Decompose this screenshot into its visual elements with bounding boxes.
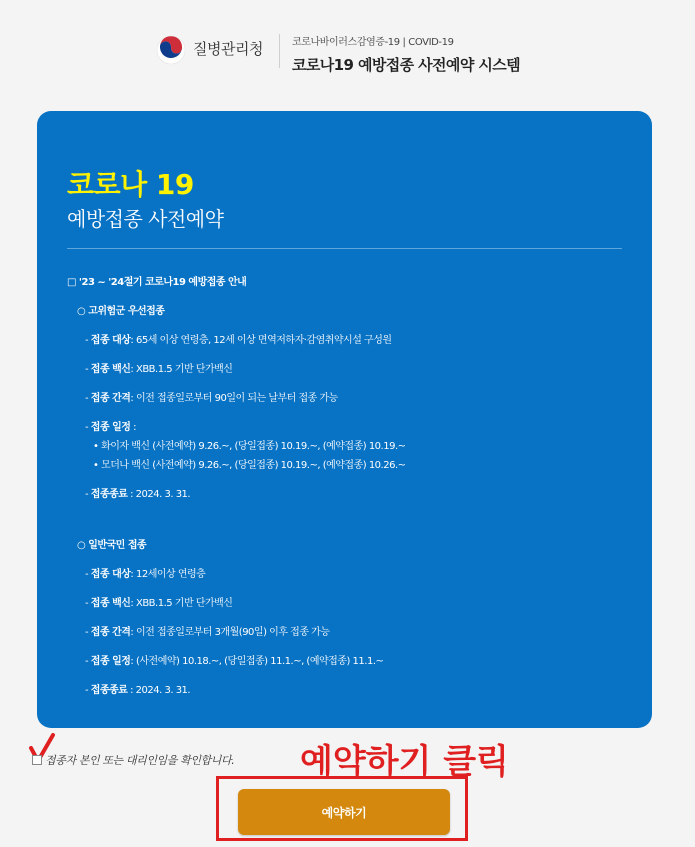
line-label: 접종종료 xyxy=(90,685,128,696)
line-label: 접종 일정 xyxy=(90,422,131,433)
info-line-target xyxy=(85,565,627,580)
line-label: 접종 간격 xyxy=(90,393,131,404)
line-prefix: - xyxy=(85,489,91,500)
click-annotation: 예약하기 클릭 xyxy=(300,742,509,782)
header-divider xyxy=(279,34,280,68)
line-value: : XBB.1.5 기반 단가백신 xyxy=(130,598,233,609)
info-line-vaccine xyxy=(85,360,627,375)
notice-heading: □ '23 ~ '24절기 코로나19 예방접종 안내 xyxy=(67,277,247,288)
line-prefix: - xyxy=(85,656,91,667)
line-value: : 이전 접종일로부터 90일이 되는 날부터 접종 가능 xyxy=(130,393,338,404)
info-line-target xyxy=(85,331,627,346)
taegeuk-logo-icon xyxy=(156,35,186,65)
line-prefix: - xyxy=(85,335,91,346)
identity-confirm-checkbox[interactable] xyxy=(32,752,234,768)
line-value: : XBB.1.5 기반 단가백신 xyxy=(130,364,233,375)
header-subtitle: 코로나바이러스감염증-19 | COVID-19 xyxy=(292,37,454,48)
vaccination-notice xyxy=(67,273,627,710)
line-prefix: - xyxy=(85,569,91,580)
identity-confirm-label: 접종자 본인 또는 대리인임을 확인합니다. xyxy=(45,754,235,767)
agency-name: 질병관리청 xyxy=(193,40,263,58)
line-value: : 이전 접종일로부터 3개월(90일) 이후 접종 가능 xyxy=(130,627,330,638)
general-section xyxy=(67,536,627,696)
line-prefix: - xyxy=(85,685,91,696)
system-title: 코로나19 예방접종 사전예약 시스템 xyxy=(292,56,521,74)
line-label: 접종 백신 xyxy=(90,364,131,375)
section-heading: ○ 일반국민 접종 xyxy=(77,540,147,551)
info-line-schedule xyxy=(85,418,627,433)
checkbox-box[interactable] xyxy=(32,755,42,765)
info-line-interval xyxy=(85,623,627,638)
line-value: : xyxy=(130,422,136,433)
info-line-schedule xyxy=(85,652,627,667)
section-heading: ○ 고위험군 우선접종 xyxy=(77,306,165,317)
line-prefix: - xyxy=(85,393,91,404)
info-line-end xyxy=(85,485,627,500)
priority-section xyxy=(67,302,627,500)
reserve-button[interactable]: 예약하기 xyxy=(238,789,450,835)
panel-subtitle: 예방접종 사전예약 xyxy=(67,207,224,231)
line-prefix: - xyxy=(85,422,91,433)
line-value: : 2024. 3. 31. xyxy=(127,685,191,696)
line-value: : 65세 이상 연령층, 12세 이상 면역저하자·감염취약시설 구성원 xyxy=(130,335,392,346)
line-label: 접종 간격 xyxy=(90,627,131,638)
info-line-vaccine xyxy=(85,594,627,609)
info-line-interval xyxy=(85,389,627,404)
line-label: 접종 대상 xyxy=(90,335,131,346)
line-prefix: - xyxy=(85,598,91,609)
line-label: 접종 일정 xyxy=(90,656,131,667)
info-line-end xyxy=(85,681,627,696)
line-prefix: - xyxy=(85,364,91,375)
line-value: : (사전예약) 10.18.~, (당일접종) 11.1.~, (예약접종) 11.1.~ xyxy=(130,656,384,667)
schedule-item-moderna: • 모더나 백신 (사전예약) 9.26.~, (당일접종) 10.19.~, (예약접종) 10.26.~ xyxy=(93,460,406,471)
panel-title: 코로나 19 xyxy=(67,168,194,201)
line-value: : 2024. 3. 31. xyxy=(127,489,191,500)
info-panel xyxy=(37,111,652,728)
line-label: 접종 백신 xyxy=(90,598,131,609)
line-value: : 12세이상 연령층 xyxy=(130,569,206,580)
line-label: 접종종료 xyxy=(90,489,128,500)
site-header xyxy=(0,0,695,100)
section-spacer xyxy=(67,514,627,536)
panel-divider xyxy=(67,248,622,249)
line-label: 접종 대상 xyxy=(90,569,131,580)
schedule-item-pfizer: • 화이자 백신 (사전예약) 9.26.~, (당일접종) 10.19.~, (예약접종) 10.19.~ xyxy=(93,441,406,452)
line-prefix: - xyxy=(85,627,91,638)
